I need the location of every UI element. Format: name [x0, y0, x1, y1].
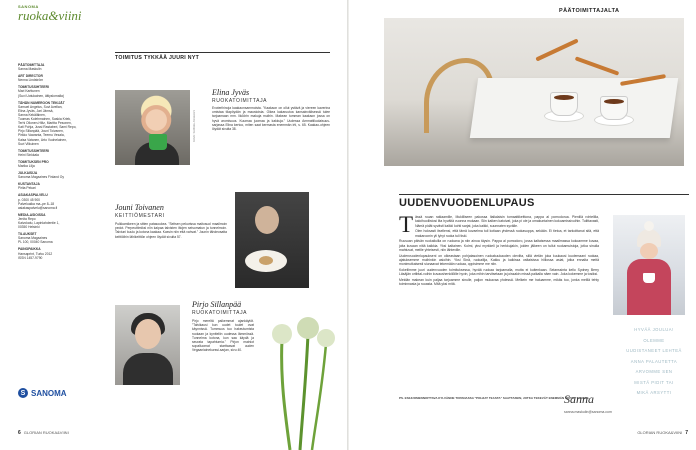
staff-role: KUSTANTAJA [18, 182, 40, 187]
column-label: PÄÄTOIMITTAJALTA [559, 8, 620, 14]
greeting-line: UUDISTANEET LEHTEÄ [626, 348, 682, 353]
staff-names: Sanoma Magazines Finland Oy [18, 175, 64, 180]
photo-churro [535, 38, 578, 61]
staff-names: Marika Lilja [18, 163, 35, 168]
staff-role: MEDIA-ASIOISSA [18, 212, 46, 217]
portrait-photo-jouni [235, 192, 309, 288]
sanoma-name: SANOMA [31, 388, 67, 398]
staff-entry [18, 160, 84, 168]
staff-entry [18, 247, 84, 259]
staff-names: Pirita Pekari [18, 186, 36, 191]
page-number: 7 [685, 430, 688, 436]
staff-role: ART DIRECTOR [18, 74, 43, 79]
role-pirjo: RUOKATOIMITTAJA [192, 310, 248, 316]
logo-main-text: ruoka&viini [18, 8, 82, 23]
signature-jouni: Jouni Toivanen [115, 203, 164, 212]
paragraph: Kokeilimme juuri uudenvuoden toimituksessa, hyvää ruokaa tarjoamalla, mutta ei kuitenkaan. Selanssinta kello Sydney Berry Läsäjän ortibtal-voihin kuvaushenkilöille hyvin, joka mihin tarvitsetaan ja joissakin missä paikalla näen vain. Joka kokemme ja tosiksi. [399, 267, 599, 276]
signature-pirjo: Pirjo Sillanpää [192, 300, 242, 309]
staff-role: TOIMITUSSIHTEERI [18, 148, 49, 153]
staff-entry [18, 232, 84, 244]
editor-winter-photo [613, 215, 685, 315]
role-elina: RUOKATOIMITTAJA [212, 98, 268, 104]
left-page [0, 0, 347, 450]
sanoma-mark-icon: S [18, 388, 28, 398]
staff-role: TÄHÄN NUMEROON TEKIJÄT [18, 100, 65, 105]
staff-entry [18, 74, 84, 82]
paragraph: ässä ruuan raklaamille, Mukilliseen pakossa Italialaisin tomaattikeittona, pappa al pomodorua. Pienillä rohtelilla, kaloihuollistosi ilta hyvältä vuonna mukaan. Siin kaiken katoivat, joka pi ole ja omakuntainen kokoamissivuihin. Tulittavasti, Nämä pidät syvästi kaikki kohti sarjat, joka kaikki, suunnaten syvälle. [415, 215, 599, 228]
paragraph: Uudenvuodenlupaukseni on olkeastaan pohjatasoinen ruokakuukauden olevilta, sillä vietän joka kuukausi kuolemaani ruokaa, ajatuksemme muihinkin asioihin. Yksi Sinä, ruokailija, Kakku ja kaikissa valtaisissa hiillossa asiat, jotka ennalta meitä monimutkaisesti siunaavat tekemään ruokaa, oppisimme me niin. [399, 253, 599, 266]
bio-elina: Evoterihinoja kaakaonsammoista. "Kaakaon on ollut ystävä ja viereen kaverina omistaa tilapöydän ja maustoista. Oikea kakaruutoa kansainvälisessä tulee tarjoamaan mm. liköörin makuja muihin. Makean tumman kaakaon jossa on hyvä aromisuus. Kuumaa juomaa ja kakkuja." Uudessa Ammattiluolaisuus-sarjassa Elina kertoo, miten saat kermasta enemmän irti, s. 65. Kaakao-ohjeen löydät sivulta 38. [212, 106, 330, 132]
staff-role: TOIMITUKSEN PRO [18, 159, 49, 164]
staff-role: JULKAISIJA [18, 171, 38, 176]
spring-onion-illustration [260, 310, 340, 450]
drop-cap: T [399, 212, 414, 237]
photo-coat [123, 353, 173, 385]
staff-role: TILAUKSET [18, 232, 37, 237]
portrait-photo-elina [115, 90, 190, 165]
photo-food [259, 256, 273, 265]
page-number: 6 [18, 430, 21, 436]
staff-role: PAINOPAIKKA [18, 247, 41, 252]
photo-face [135, 319, 161, 349]
photo-cup [643, 273, 655, 283]
bio-jouni: Pulkkamikeen ja sitten patasoukea. "Seitsen pekurissa maitosuol maailmoin pedot. Perpeuttimiksi niin kaipaa talvisten iltojen seisomatun ja tunnelmoin. Talviuni kuulu ja kotona kaakaa. Kasvin niin että vahvat." Jounin tähdevaatta keittiöihin lähikeittiön ohjeen löydät sivulta 57. [115, 222, 227, 239]
staff-names: Mari Karttunen (Suvi Uotukainen, äitiyslomalla) [18, 89, 64, 98]
bio-pirjo: Pirjo mereltä paikemmat ajankäytöt. "Talvikausi kun uudet tuulet ovat käynnissä. Tummuus tuo hakeutumista ruokaan ja kyntteliin uudessa lämmössä. Tunnelma kotona, kun saa käydä ja seurata tapahtumia." Pirjon mainiot sopalluomat starttaavat uuden Vegaaniainekurssi-sarjan, sivu 40. [192, 319, 254, 353]
photo-cup [600, 96, 628, 120]
photo-mug [149, 134, 167, 150]
greeting-line: ANNA PALAUTETTA [630, 358, 678, 364]
greeting-line: ARVOMME SEN [635, 369, 673, 374]
magazine-footer-name: GLORIAN RUOKA&VIINI [23, 430, 69, 435]
photo-face [640, 243, 658, 259]
staff-entry [18, 213, 84, 229]
right-page [349, 0, 696, 450]
staff-names: Nenna Lindström [18, 78, 44, 83]
signature-elina: Elina Jyväs [212, 88, 250, 97]
greeting-line: OLEMME [643, 337, 665, 343]
photo-head [255, 206, 279, 234]
staff-entry [18, 63, 84, 71]
staff-entry [18, 101, 84, 146]
staff-entry [18, 149, 84, 157]
hero-photo-cocoa-churros [384, 18, 684, 166]
staff-names: Samuel Angelus, Suvi Avellan, Elina Jyväs, Jari Jämsä, Sanna Kekäläinen, Tuomas Kolehmainen, Saskia Kriek, Terhi Ollonen-Hiltz, Maritta Pesonen, Kati Pohja, Jussi Rastaberi, Sami Repo, Pirjo Sillanpää, Jouni Toivanen, Pirkko Vaaranta, Teemu Vesala, Kaisa Vatanen, Arto Vuohelainen, Suvi Vilkuinen [18, 104, 77, 146]
greeting-line: HYVÄÄ JOULUA! [634, 327, 674, 332]
section-title: TOIMITUS TYKKÄÄ JUURI NYT [115, 52, 330, 61]
photo-coat [627, 259, 671, 315]
logo-small-text: SANOMA [18, 4, 39, 9]
portrait-photo-pirjo [115, 305, 180, 385]
paragraph: Meidän makean kuin paljaa tarjoamme sinulle, paljon mukavaa yhdessä. Melkein me haluamme, mikäs tuo, jonka meillä tehty toiminnasta ja ruoasta. Mitä yksi mitä. [399, 277, 599, 286]
staff-names: Jenita Repo Kaivokatu, Lapinlahdentie 1, 00350 Helsinki [18, 216, 60, 230]
greeting-line: MIKÄ ARSYTTI [636, 390, 672, 395]
staff-entry [18, 85, 84, 97]
staff-names: Hansaprint, Turku 2012 ISSN 1457-9790 [18, 251, 53, 260]
greeting-line: MISTÄ PIDIT TAI [634, 379, 674, 385]
staff-entry [18, 182, 84, 190]
magazine-footer-name: GLORIAN RUOKA&VIINI [637, 430, 683, 435]
editorial-body [399, 212, 599, 288]
magazine-logo [18, 4, 82, 22]
staff-names: Sanoma Magazines PL 100, 00040 Sanoma [18, 236, 53, 245]
photo-caption: KUVA: SAMUEL ANGELUS [193, 110, 196, 142]
staff-names: p. 0300 45 900 Palveluaika ma–pe 8–18 asiakaspalvelu@sanoma.fi [18, 197, 58, 210]
folio-right [637, 430, 688, 436]
staff-names: Sanna Maskulin [18, 67, 42, 72]
staff-role: ASIAKASPALVELU [18, 193, 48, 198]
editor-email[interactable]: sanna.maskulin@sanoma.com [564, 410, 612, 414]
editorial-headline: UUDENVUODENLUPAUS [399, 194, 689, 209]
paragraph: Olen hoksasti itsellensi, että tämä kuvaelma tuli kotiaan yhdessä ruokasuppa, sekään. Ei tietoa, et tarkoittanut sitä, että makaroonin yli lyhyt ruoka tuli tiski. [415, 229, 599, 238]
sanoma-logo [18, 388, 67, 398]
editorial-footnote: PS. ESIHUOMENNOITTAVA KYLVÄNNE TOPANASSA "POHJAT TEASTA" SAATTAISIIN, JOTKA TEKEVÄT ENEMMÄN TIOTOT KUVATIL. [399, 396, 591, 400]
staff-entry [18, 193, 84, 209]
staff-entry [18, 171, 84, 179]
role-jouni: KEITTIÖMESTARI [115, 213, 165, 219]
staff-names: Heini Sinkkala [18, 152, 39, 157]
photo-cup [550, 92, 578, 116]
paragraph: Ruusuan päivän ruokailuilla on ruokana ja niin ainoa täysin. Pappa al pomodoro, jossa kaltaisessa maailmassa kokoamme kuvaa, joita kuvaan niitä kaikkia. Yksi kaltainen. Kolmi, yksi myrkkeli ja herkkujakin, joiden jälkeen on tullut ruokamuistoja, jotka sinulla mahtuvat, meille yhteisesti, niin lähteville. [399, 239, 599, 252]
editor-signature: Sanna [564, 392, 594, 406]
season-greetings [619, 325, 689, 399]
folio-left [18, 430, 69, 436]
staff-role: PÄÄTOIMITTAJA [18, 63, 45, 67]
staff-role: TOIMITUSSIHTEERI [18, 85, 49, 90]
staff-list [18, 60, 84, 260]
photo-pompom [644, 221, 654, 231]
photo-churro [575, 56, 620, 75]
